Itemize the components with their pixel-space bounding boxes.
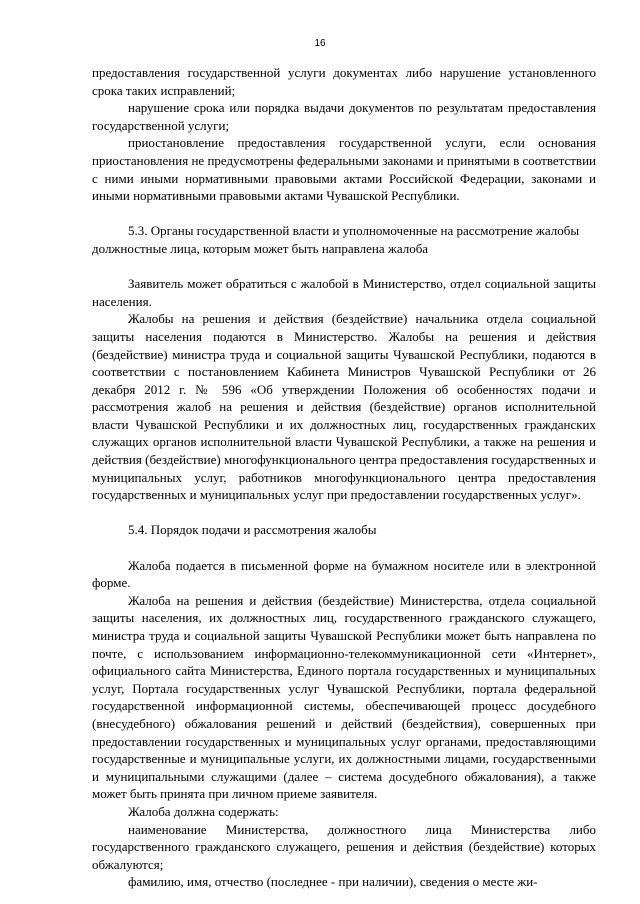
section-heading: 5.4. Порядок подачи и рассмотрения жалобы xyxy=(128,522,377,538)
paragraph: наименование Министерства, должностного лица Министерства либо государственного гражданского служащего, решения и действия (бездействие) которых обжалуются; xyxy=(92,821,596,872)
spacer xyxy=(92,205,596,223)
paragraph: предоставления государственной услуги документах либо нарушение установленного срока таких исправлений; xyxy=(92,65,596,98)
page-number: 16 xyxy=(314,38,326,49)
spacer xyxy=(92,504,596,522)
paragraph: Заявитель может обратиться с жалобой в Министерство, отдел социальной защиты населения. xyxy=(92,276,596,309)
spacer xyxy=(92,258,596,276)
section-heading: 5.3. Органы государственной власти и уполномоченные на рассмотрение жалобы должностные лица, которым может быть направлена жалоба xyxy=(92,223,580,256)
paragraph: Жалоба на решения и действия (бездействие) Министерства, отдела социальной защиты населения, их должностных лиц, государственного гражданского служащего, министра труда и социальной защиты Чувашской Республики может быть направлена по почте, с использованием информационно-телекоммуникационной сети «Интернет», официального сайта Министерства, Единого портала государственных и муниципальных услуг, Портала государственных услуг Чувашской Республики, портала федеральной государственной информационной системы, обеспечивающей процесс досудебного (внесудебного) обжалования решений и действий (бездействия), совершенных при предоставлении государственных и муниципальных услуг органами, предоставляющими государственные и муниципальные услуги, их должностными лицами, государственными и муниципальными служащими (далее – система досудебного обжалования), а также может быть принята при личном приеме заявителя. xyxy=(92,592,596,802)
document-body xyxy=(92,64,596,891)
paragraph: Жалобы на решения и действия (бездействие) начальника отдела социальной защиты населения подаются в Министерство. Жалобы на решения и действия (бездействие) министра труда и социальной защиты Чувашской Республики, подаются в соответствии с постановлением Кабинета Министров Чувашской Республики от 26 декабря 2012 г. № 596 «Об утверждении Положения об особенностях подачи и рассмотрения жалоб на решения и действия (бездействие) органов исполнительной власти Чувашской Республики и их должностных лиц, государственных гражданских служащих органов исполнительной власти Чувашской Республики, а также на решения и действия (бездействие) многофункционального центра предоставления государственных и муниципальных услуг, работников многофункционального центра предоставления государственных и муниципальных услуг при предоставлении государственных услуг». xyxy=(92,311,596,503)
spacer xyxy=(92,539,596,557)
paragraph: фамилию, имя, отчество (последнее - при наличии), сведения о месте жи- xyxy=(128,874,538,890)
paragraph: приостановление предоставления государственной услуги, если основания приостановления не предусмотрены федеральными законами и принятыми в соответствии с ними иными нормативными правовыми актами Российской Федерации, законами и иными нормативными правовыми актами Чувашской Республики. xyxy=(92,135,596,204)
paragraph: Жалоба подается в письменной форме на бумажном носителе или в электронной форме. xyxy=(92,557,596,591)
paragraph: Жалоба должна содержать: xyxy=(128,803,279,819)
paragraph: нарушение срока или порядка выдачи документов по результатам предоставления государственной услуги; xyxy=(92,100,596,133)
